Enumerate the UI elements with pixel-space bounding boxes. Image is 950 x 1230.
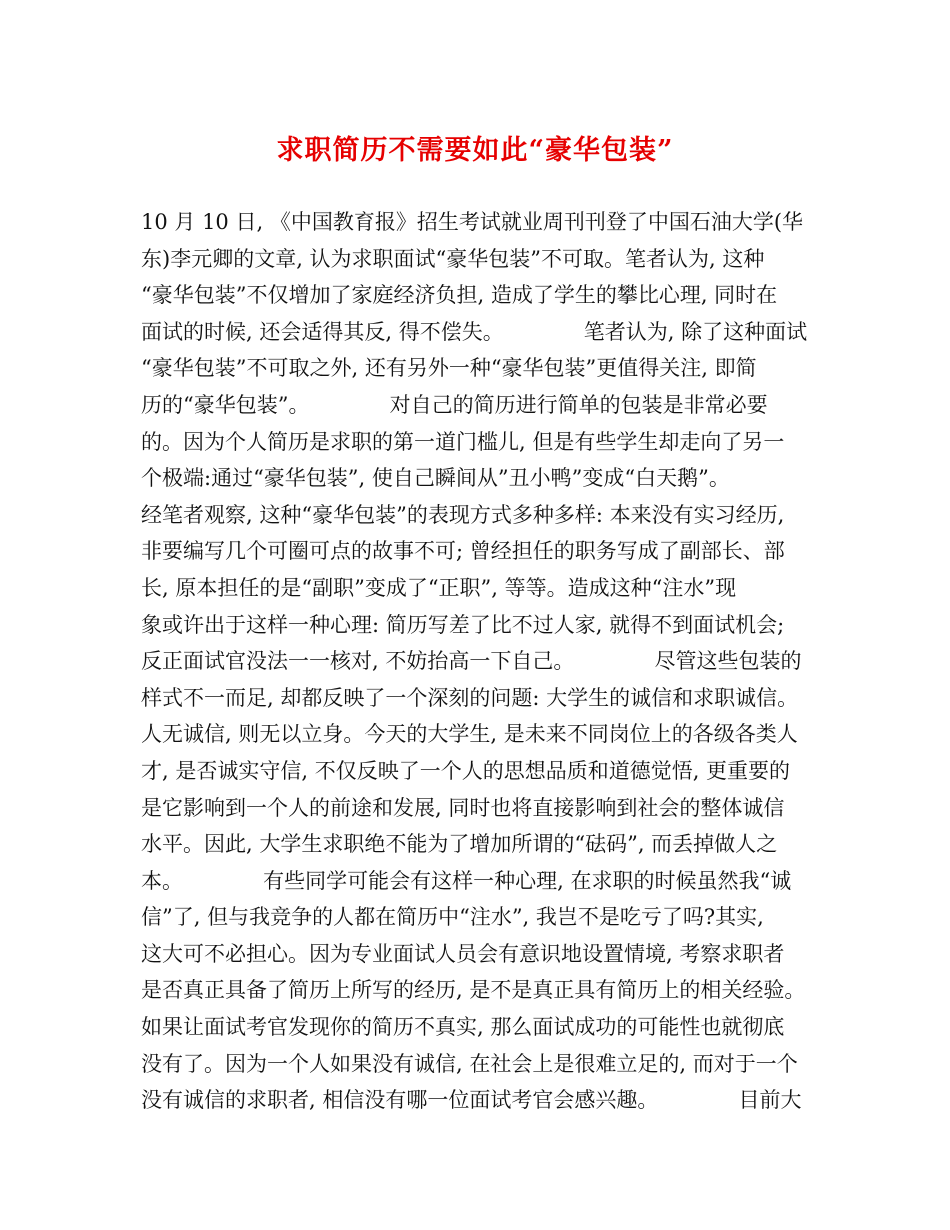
text-line: 才, 是否诚实守信, 不仅反映了一个人的思想品质和道德觉悟, 更重要的 (141, 758, 791, 783)
text-line: 东)李元卿的文章, 认为求职面试“豪华包装”不可取。笔者认为, 这种 (141, 246, 765, 271)
text-line: 是它影响到一个人的前途和发展, 同时也将直接影响到社会的整体诚信 (141, 795, 785, 820)
text-line: 样式不一而足, 却都反映了一个深刻的问题: 大学生的诚信和求职诚信。 (141, 685, 799, 710)
text-line: 反正面试官没法一一核对, 不妨抬高一下自己。 尽管这些包装的 (141, 649, 802, 674)
text-line: 是否真正具备了简历上所写的经历, 是不是真正具有简历上的相关经验。 (141, 978, 806, 1003)
text-line: 信”了, 但与我竞争的人都在简历中“注水”, 我岂不是吃亏了吗?其实, (141, 905, 764, 930)
text-line: 如果让面试考官发现你的简历不真实, 那么面试成功的可能性也就彻底 (141, 1015, 785, 1040)
text-line: 人无诚信, 则无以立身。今天的大学生, 是未来不同岗位上的各级各类人 (141, 722, 798, 747)
text-line: 10 月 10 日, 《中国教育报》招生考试就业周刊刊登了中国石油大学(华 (141, 210, 804, 234)
text-line: 历的“豪华包装”。 对自己的简历进行简单的包装是非常必要 (141, 392, 768, 417)
text-line: 这大可不必担心。因为专业面试人员会有意识地设置情境, 考察求职者 (141, 941, 785, 966)
text-line: 没有诚信的求职者, 相信没有哪一位面试考官会感兴趣。 目前大 (141, 1088, 802, 1113)
article-body (141, 204, 831, 1119)
text-line: 面试的时候, 还会适得其反, 得不偿失。 笔者认为, 除了这种面试 (141, 319, 808, 344)
text-line: 长, 原本担任的是“副职”变成了“正职”, 等等。造成这种“注水”现 (141, 575, 737, 600)
text-line: 个极端:通过“豪华包装”, 使自己瞬间从”丑小鸭”变成“白天鹅”。 (141, 466, 730, 491)
text-line: 水平。因此, 大学生求职绝不能为了增加所谓的“砝码”, 而丢掉做人之 (141, 832, 778, 857)
text-line: 经笔者观察, 这种“豪华包装”的表现方式多种多样: 本来没有实习经历, (141, 502, 785, 527)
document-title: 求职简历不需要如此“豪华包装” (276, 135, 674, 166)
text-line: “豪华包装”不仅增加了家庭经济负担, 造成了学生的攀比心理, 同时在 (141, 283, 778, 308)
text-line: “豪华包装”不可取之外, 还有另外一种“豪华包装”更值得关注, 即简 (141, 356, 757, 381)
text-line: 非要编写几个可圈可点的故事不可; 曾经担任的职务写成了副部长、部 (141, 539, 785, 564)
text-line: 没有了。因为一个人如果没有诚信, 在社会上是很难立足的, 而对于一个 (141, 1051, 798, 1076)
text-line: 本。 有些同学可能会有这样一种心理, 在求职的时候虽然我“诚 (141, 868, 792, 893)
text-line: 象或许出于这样一种心理: 简历写差了比不过人家, 就得不到面试机会; (141, 612, 785, 637)
text-line: 的。因为个人简历是求职的第一道门槛儿, 但是有些学生却走向了另一 (141, 429, 785, 454)
